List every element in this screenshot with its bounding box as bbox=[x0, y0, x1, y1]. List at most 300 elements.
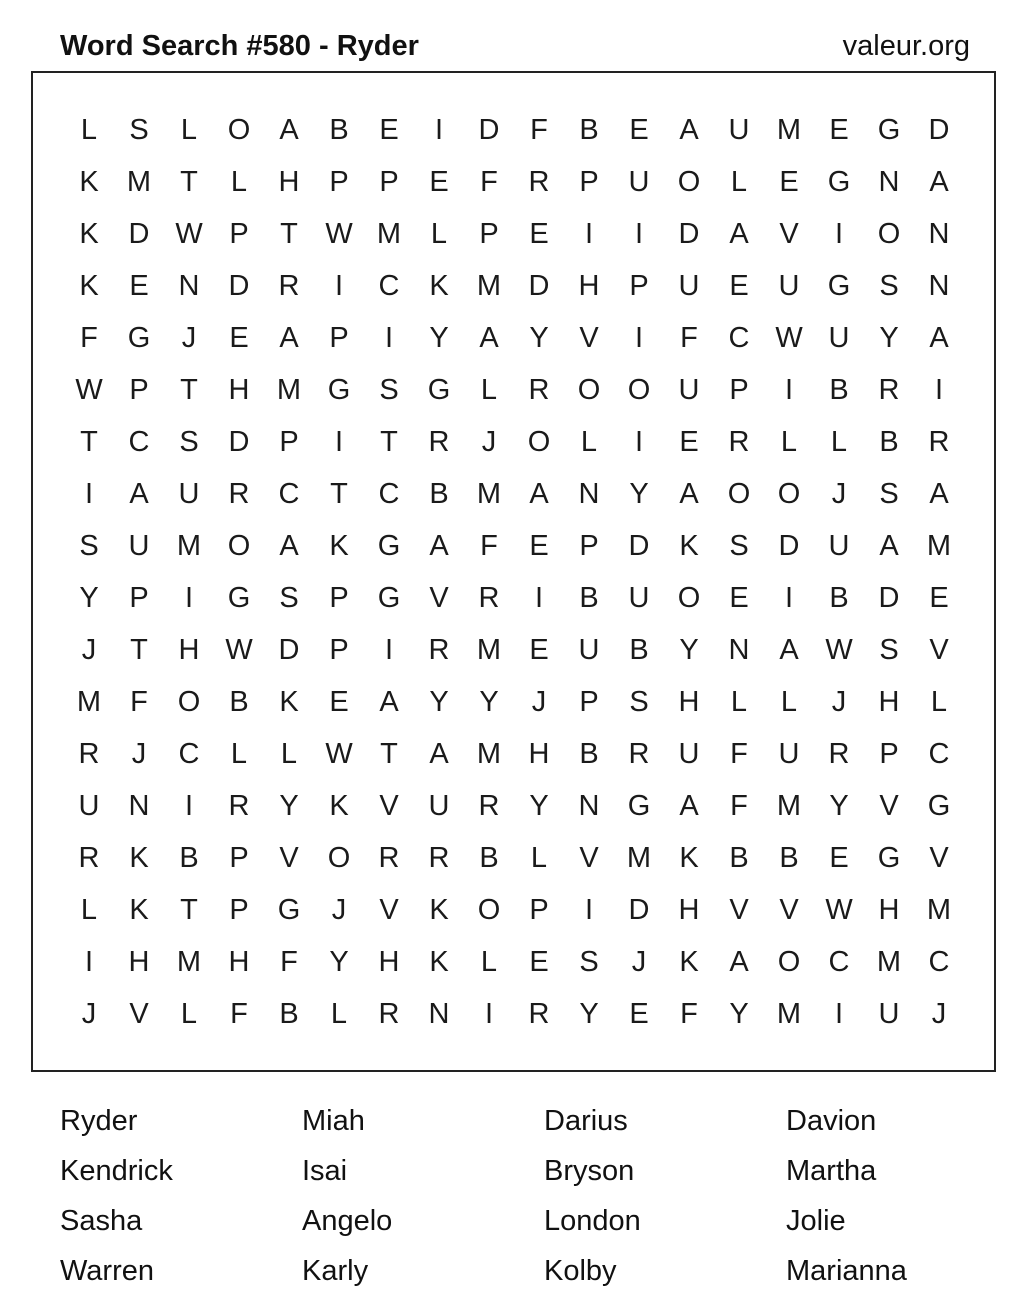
grid-letter: V bbox=[129, 998, 149, 1030]
grid-letter: U bbox=[778, 270, 800, 302]
grid-letter: G bbox=[827, 166, 851, 198]
grid-letter: L bbox=[930, 686, 948, 718]
grid-letter: V bbox=[429, 582, 449, 614]
word-list-item: Isai bbox=[302, 1155, 348, 1187]
grid-letter: V bbox=[379, 894, 399, 926]
grid-letter: I bbox=[584, 894, 594, 926]
grid-letter: R bbox=[928, 426, 950, 458]
grid-letter: P bbox=[329, 582, 349, 614]
grid-letter: P bbox=[729, 374, 749, 406]
grid-letter: D bbox=[128, 218, 150, 250]
word-list-item: Sasha bbox=[60, 1205, 143, 1237]
word-list-item: Bryson bbox=[544, 1155, 635, 1187]
grid-letter: U bbox=[78, 790, 100, 822]
grid-letter: Y bbox=[829, 790, 849, 822]
grid-letter: R bbox=[828, 738, 850, 770]
grid-letter: L bbox=[430, 218, 448, 250]
grid-letter: C bbox=[928, 946, 950, 978]
grid-letter: I bbox=[834, 998, 844, 1030]
grid-letter: J bbox=[181, 322, 197, 354]
grid-letter: B bbox=[629, 634, 649, 666]
grid-letter: E bbox=[779, 166, 799, 198]
grid-letter: K bbox=[679, 946, 699, 978]
grid-letter: D bbox=[678, 218, 700, 250]
grid-letter: B bbox=[829, 374, 849, 406]
grid-letter: E bbox=[929, 582, 949, 614]
grid-letter: U bbox=[178, 478, 200, 510]
grid-letter: E bbox=[379, 114, 399, 146]
grid-letter: M bbox=[776, 998, 802, 1030]
word-list-item: Angelo bbox=[302, 1205, 393, 1237]
grid-letter: O bbox=[677, 582, 701, 614]
grid-letter: G bbox=[127, 322, 151, 354]
grid-letter: H bbox=[528, 738, 550, 770]
grid-letter: J bbox=[631, 946, 647, 978]
grid-letter: S bbox=[379, 374, 399, 406]
grid-letter: F bbox=[480, 166, 498, 198]
grid-letter: W bbox=[325, 218, 353, 250]
grid-letter: O bbox=[227, 114, 251, 146]
grid-letter: B bbox=[579, 114, 599, 146]
grid-letter: E bbox=[529, 218, 549, 250]
grid-letter: K bbox=[279, 686, 299, 718]
grid-letter: A bbox=[279, 114, 299, 146]
grid-letter: K bbox=[329, 790, 349, 822]
grid-letter: D bbox=[628, 530, 650, 562]
grid-letter: C bbox=[278, 478, 300, 510]
grid-letter: O bbox=[627, 374, 651, 406]
grid-letter: W bbox=[75, 374, 103, 406]
grid-letter: S bbox=[879, 634, 899, 666]
word-list-item: Kolby bbox=[544, 1255, 617, 1287]
grid-letter: F bbox=[130, 686, 148, 718]
grid-letter: J bbox=[481, 426, 497, 458]
grid-letter: S bbox=[579, 946, 599, 978]
grid-letter: A bbox=[929, 478, 949, 510]
grid-letter: H bbox=[228, 374, 250, 406]
grid-letter: F bbox=[280, 946, 298, 978]
grid-letter: A bbox=[429, 530, 449, 562]
grid-letter: V bbox=[379, 790, 399, 822]
grid-letter: F bbox=[530, 114, 548, 146]
grid-letter: I bbox=[634, 322, 644, 354]
grid-letter: Y bbox=[279, 790, 299, 822]
grid-letter: E bbox=[629, 114, 649, 146]
grid-letter: Y bbox=[79, 582, 99, 614]
grid-letter: P bbox=[229, 842, 249, 874]
grid-letter: Y bbox=[529, 322, 549, 354]
grid-letter: H bbox=[878, 894, 900, 926]
grid-letter: W bbox=[825, 894, 853, 926]
grid-letter: R bbox=[228, 478, 250, 510]
grid-letter: A bbox=[929, 322, 949, 354]
grid-letter: I bbox=[84, 478, 94, 510]
grid-letter: C bbox=[128, 426, 150, 458]
grid-letter: S bbox=[879, 270, 899, 302]
grid-letter: I bbox=[384, 634, 394, 666]
word-list-item: Marianna bbox=[786, 1255, 907, 1287]
grid-letter: R bbox=[78, 738, 100, 770]
grid-letter: F bbox=[730, 790, 748, 822]
grid-letter: F bbox=[230, 998, 248, 1030]
grid-letter: F bbox=[480, 530, 498, 562]
grid-letter: D bbox=[778, 530, 800, 562]
grid-letter: O bbox=[777, 478, 801, 510]
grid-letter: L bbox=[80, 894, 98, 926]
grid-letter: S bbox=[729, 530, 749, 562]
grid-letter: Y bbox=[579, 998, 599, 1030]
grid-letter: B bbox=[329, 114, 349, 146]
grid-letter: B bbox=[879, 426, 899, 458]
grid-letter: S bbox=[129, 114, 149, 146]
grid-letter: M bbox=[776, 114, 802, 146]
grid-letter: M bbox=[926, 530, 952, 562]
grid-letter: V bbox=[779, 894, 799, 926]
grid-letter: O bbox=[477, 894, 501, 926]
grid-letter: N bbox=[878, 166, 900, 198]
grid-letter: E bbox=[729, 582, 749, 614]
grid-letter: T bbox=[380, 426, 398, 458]
grid-letter: W bbox=[825, 634, 853, 666]
grid-letter: I bbox=[534, 582, 544, 614]
grid-letter: J bbox=[81, 998, 97, 1030]
grid-letter: L bbox=[830, 426, 848, 458]
grid-letter: A bbox=[779, 634, 799, 666]
grid-letter: I bbox=[484, 998, 494, 1030]
grid-letter: P bbox=[329, 322, 349, 354]
grid-letter: N bbox=[928, 270, 950, 302]
grid-letter: D bbox=[228, 426, 250, 458]
grid-letter: G bbox=[327, 374, 351, 406]
grid-letter: P bbox=[329, 634, 349, 666]
grid-letter: E bbox=[429, 166, 449, 198]
grid-letter: A bbox=[479, 322, 499, 354]
grid-letter: N bbox=[428, 998, 450, 1030]
grid-letter: G bbox=[827, 270, 851, 302]
grid-letter: M bbox=[626, 842, 652, 874]
grid-letter: V bbox=[929, 842, 949, 874]
grid-letter: P bbox=[379, 166, 399, 198]
grid-letter: S bbox=[629, 686, 649, 718]
grid-letter: O bbox=[677, 166, 701, 198]
grid-letter: U bbox=[878, 998, 900, 1030]
grid-letter: K bbox=[79, 270, 99, 302]
grid-letter: U bbox=[428, 790, 450, 822]
grid-letter: M bbox=[176, 530, 202, 562]
grid-letter: A bbox=[679, 114, 699, 146]
grid-letter: B bbox=[479, 842, 499, 874]
grid-letter: Y bbox=[529, 790, 549, 822]
word-list-item: Miah bbox=[302, 1105, 365, 1137]
grid-letter: G bbox=[927, 790, 951, 822]
grid-letter: A bbox=[129, 478, 149, 510]
grid-letter: E bbox=[629, 998, 649, 1030]
grid-letter: G bbox=[877, 114, 901, 146]
grid-letter: H bbox=[678, 686, 700, 718]
grid-letter: M bbox=[876, 946, 902, 978]
grid-letter: L bbox=[180, 114, 198, 146]
grid-letter: B bbox=[179, 842, 199, 874]
grid-letter: R bbox=[428, 426, 450, 458]
grid-letter: G bbox=[227, 582, 251, 614]
grid-letter: I bbox=[184, 582, 194, 614]
grid-letter: M bbox=[476, 738, 502, 770]
grid-letter: B bbox=[429, 478, 449, 510]
grid-letter: O bbox=[727, 478, 751, 510]
grid-letter: N bbox=[128, 790, 150, 822]
grid-letter: U bbox=[728, 114, 750, 146]
grid-letter: I bbox=[384, 322, 394, 354]
grid-letter: K bbox=[329, 530, 349, 562]
grid-letter: C bbox=[728, 322, 750, 354]
grid-letter: J bbox=[331, 894, 347, 926]
grid-letter: B bbox=[829, 582, 849, 614]
grid-letter: S bbox=[179, 426, 199, 458]
grid-letter: M bbox=[476, 478, 502, 510]
grid-letter: G bbox=[627, 790, 651, 822]
grid-letter: Y bbox=[879, 322, 899, 354]
page-header bbox=[60, 26, 970, 66]
grid-letter: B bbox=[579, 582, 599, 614]
grid-letter: D bbox=[878, 582, 900, 614]
word-list-item: London bbox=[544, 1205, 641, 1237]
grid-letter: D bbox=[228, 270, 250, 302]
grid-letter: U bbox=[678, 270, 700, 302]
grid-letter: V bbox=[779, 218, 799, 250]
grid-letter: B bbox=[729, 842, 749, 874]
grid-letter: I bbox=[634, 218, 644, 250]
grid-letter: W bbox=[175, 218, 203, 250]
grid-letter: R bbox=[278, 270, 300, 302]
grid-letter: Y bbox=[629, 478, 649, 510]
grid-letter: E bbox=[729, 270, 749, 302]
grid-letter: P bbox=[129, 374, 149, 406]
grid-letter: H bbox=[878, 686, 900, 718]
grid-letter: H bbox=[578, 270, 600, 302]
grid-letter: E bbox=[529, 530, 549, 562]
grid-letter: W bbox=[225, 634, 253, 666]
grid-letter: R bbox=[528, 998, 550, 1030]
grid-letter: K bbox=[429, 946, 449, 978]
grid-letter: R bbox=[78, 842, 100, 874]
grid-letter: T bbox=[130, 634, 148, 666]
word-list-item: Darius bbox=[544, 1105, 628, 1137]
grid-letter: P bbox=[229, 894, 249, 926]
grid-letter: R bbox=[528, 166, 550, 198]
grid-letter: T bbox=[180, 166, 198, 198]
grid-letter: C bbox=[928, 738, 950, 770]
grid-letter: K bbox=[679, 530, 699, 562]
grid-letter: B bbox=[279, 998, 299, 1030]
grid-letter: G bbox=[877, 842, 901, 874]
word-list-item: Davion bbox=[786, 1105, 877, 1137]
word-list bbox=[60, 1096, 1028, 1296]
grid-letter: I bbox=[784, 374, 794, 406]
grid-letter: S bbox=[79, 530, 99, 562]
grid-letter: J bbox=[81, 634, 97, 666]
grid-letter: A bbox=[729, 946, 749, 978]
grid-letter: M bbox=[176, 946, 202, 978]
grid-letter: T bbox=[380, 738, 398, 770]
grid-letter: L bbox=[480, 946, 498, 978]
grid-letter: P bbox=[529, 894, 549, 926]
grid-letter: U bbox=[678, 738, 700, 770]
grid-letter: P bbox=[579, 530, 599, 562]
word-list-item: Warren bbox=[60, 1255, 154, 1287]
grid-letter: G bbox=[277, 894, 301, 926]
grid-letter: N bbox=[728, 634, 750, 666]
grid-letter: I bbox=[434, 114, 444, 146]
grid-letter: B bbox=[579, 738, 599, 770]
grid-letter: A bbox=[929, 166, 949, 198]
grid-letter: K bbox=[679, 842, 699, 874]
word-list-item: Ryder bbox=[60, 1105, 138, 1137]
grid-letter: V bbox=[579, 842, 599, 874]
grid-letter: F bbox=[680, 998, 698, 1030]
grid-letter: D bbox=[628, 894, 650, 926]
grid-letter: P bbox=[579, 686, 599, 718]
grid-letter: A bbox=[729, 218, 749, 250]
grid-letter: A bbox=[279, 322, 299, 354]
grid-letter: L bbox=[580, 426, 598, 458]
grid-letter: P bbox=[479, 218, 499, 250]
grid-letter: J bbox=[531, 686, 547, 718]
grid-letter: D bbox=[278, 634, 300, 666]
grid-letter: U bbox=[828, 530, 850, 562]
site-name: valeur.org bbox=[842, 29, 970, 62]
grid-letter: H bbox=[178, 634, 200, 666]
grid-letter: T bbox=[180, 894, 198, 926]
grid-letter: I bbox=[334, 270, 344, 302]
grid-letter: R bbox=[228, 790, 250, 822]
grid-letter: K bbox=[429, 270, 449, 302]
grid-letter: M bbox=[376, 218, 402, 250]
grid-letter: U bbox=[778, 738, 800, 770]
grid-letter: J bbox=[831, 686, 847, 718]
grid-letter: M bbox=[76, 686, 102, 718]
grid-letter: N bbox=[178, 270, 200, 302]
grid-letter: A bbox=[679, 790, 699, 822]
grid-letter: D bbox=[528, 270, 550, 302]
grid-letter: F bbox=[680, 322, 698, 354]
grid-letter: L bbox=[230, 738, 248, 770]
grid-letter: J bbox=[831, 478, 847, 510]
grid-letter: O bbox=[227, 530, 251, 562]
grid-letter: I bbox=[84, 946, 94, 978]
grid-letter: A bbox=[529, 478, 549, 510]
grid-letter: V bbox=[279, 842, 299, 874]
grid-letter: H bbox=[678, 894, 700, 926]
grid-letter: K bbox=[429, 894, 449, 926]
grid-letter: V bbox=[929, 634, 949, 666]
grid-letter: E bbox=[529, 946, 549, 978]
grid-letter: H bbox=[128, 946, 150, 978]
grid-letter: E bbox=[129, 270, 149, 302]
grid-letter: J bbox=[931, 998, 947, 1030]
grid-letter: K bbox=[79, 166, 99, 198]
grid-letter: I bbox=[584, 218, 594, 250]
grid-letter: G bbox=[377, 582, 401, 614]
grid-letter: I bbox=[934, 374, 944, 406]
grid-letter: L bbox=[530, 842, 548, 874]
grid-letter: T bbox=[280, 218, 298, 250]
grid-letter: F bbox=[80, 322, 98, 354]
grid-letter: I bbox=[834, 218, 844, 250]
grid-letter: R bbox=[478, 582, 500, 614]
grid-letter: O bbox=[177, 686, 201, 718]
grid-letter: P bbox=[229, 218, 249, 250]
grid-letter: A bbox=[429, 738, 449, 770]
grid-letter: Y bbox=[679, 634, 699, 666]
grid-letter: K bbox=[79, 218, 99, 250]
grid-letter: G bbox=[377, 530, 401, 562]
grid-letter: M bbox=[776, 790, 802, 822]
grid-letter: L bbox=[330, 998, 348, 1030]
grid-letter: P bbox=[129, 582, 149, 614]
grid-letter: W bbox=[325, 738, 353, 770]
grid-letter: A bbox=[679, 478, 699, 510]
grid-letter: Y bbox=[329, 946, 349, 978]
grid-letter: H bbox=[378, 946, 400, 978]
grid-letter: T bbox=[80, 426, 98, 458]
grid-letter: R bbox=[628, 738, 650, 770]
grid-letter: L bbox=[180, 998, 198, 1030]
grid-letter: V bbox=[729, 894, 749, 926]
grid-letter: C bbox=[178, 738, 200, 770]
grid-letter: U bbox=[828, 322, 850, 354]
grid-letter: O bbox=[777, 946, 801, 978]
grid-letter: L bbox=[780, 686, 798, 718]
grid-letter: R bbox=[378, 842, 400, 874]
grid-letter: L bbox=[80, 114, 98, 146]
grid-letter: P bbox=[279, 426, 299, 458]
puzzle-title: Word Search #580 - Ryder bbox=[60, 29, 419, 62]
grid-letter: Y bbox=[729, 998, 749, 1030]
grid-letter: Y bbox=[479, 686, 499, 718]
grid-letter: C bbox=[828, 946, 850, 978]
grid-letter: D bbox=[478, 114, 500, 146]
grid-letter: N bbox=[578, 478, 600, 510]
grid-letter: E bbox=[529, 634, 549, 666]
grid-letter: R bbox=[428, 634, 450, 666]
grid-letter: L bbox=[480, 374, 498, 406]
grid-letter: W bbox=[775, 322, 803, 354]
grid-letter: U bbox=[678, 374, 700, 406]
grid-letter: O bbox=[577, 374, 601, 406]
grid-letter: K bbox=[129, 842, 149, 874]
word-list-item: Kendrick bbox=[60, 1155, 173, 1187]
word-list-item: Jolie bbox=[786, 1205, 846, 1237]
grid-letter: M bbox=[476, 634, 502, 666]
grid-letter: P bbox=[879, 738, 899, 770]
word-list-item: Karly bbox=[302, 1255, 369, 1287]
grid-letter: N bbox=[578, 790, 600, 822]
grid-letter: F bbox=[730, 738, 748, 770]
grid-letter: M bbox=[126, 166, 152, 198]
grid-letter: I bbox=[784, 582, 794, 614]
grid-letter: I bbox=[634, 426, 644, 458]
grid-letter: R bbox=[878, 374, 900, 406]
grid-letter: P bbox=[329, 166, 349, 198]
grid-letter: T bbox=[330, 478, 348, 510]
letter-grid bbox=[64, 104, 964, 1040]
grid-letter: N bbox=[928, 218, 950, 250]
grid-letter: S bbox=[879, 478, 899, 510]
grid-letter: L bbox=[780, 426, 798, 458]
grid-letter: E bbox=[329, 686, 349, 718]
grid-letter: C bbox=[378, 270, 400, 302]
grid-letter: A bbox=[879, 530, 899, 562]
